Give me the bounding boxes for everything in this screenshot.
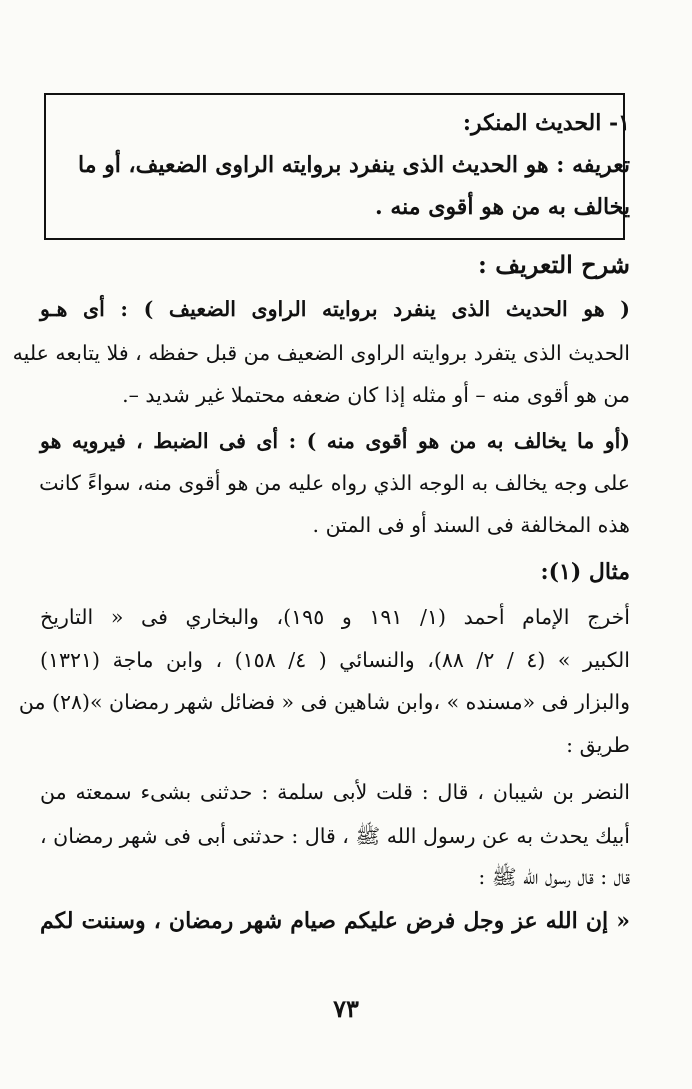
definition-line: تعريفه : هو الحديث الذى ينفرد بروايته الراوى الضعيف، أو ما (77, 152, 630, 178)
paragraph-line: هذه المخالفة فى السند أو فى المتن . (312, 513, 630, 537)
paragraph-line: الحديث الذى يتفرد بروايته الراوى الضعيف من قبل حفظه ، فلا يتابعه عليه (12, 341, 630, 365)
paragraph-line: النضر بن شيبان ، قال : قلت لأبى سلمة : حدثنى بشىء سمعته من (40, 780, 630, 804)
section-title: ١- الحديث المنكر: (462, 110, 630, 136)
paragraph-line: والبزار فى «مسنده » ،وابن شاهين فى « فضائل شهر رمضان »(٢٨) من (18, 690, 630, 714)
page-number: ٧٣ (333, 994, 359, 1023)
paragraph-line: أخرج الإمام أحمد (١/ ١٩١ و ١٩٥)، والبخاري فى « التاريخ (40, 605, 630, 629)
example-title: مثال (١): (540, 559, 630, 585)
paragraph-line: ( هو الحديث الذى ينفرد بروايته الراوى الضعيف ) : أى هـو (40, 297, 630, 321)
definition-line: يخالف به من هو أقوى منه . (375, 194, 630, 220)
paragraph-line: الكبير » (٤ / ٢/ ٨٨)، والنسائي ( ٤/ ١٥٨) ، وابن ماجة (١٣٢١) (40, 648, 630, 672)
paragraph-line: أبيك يحدث به عن رسول الله ﷺ ، قال : حدثنى أبى فى شهر رمضان ، (40, 824, 630, 848)
paragraph-line: طريق : (566, 733, 630, 757)
paragraph-line: من هو أقوى منه – أو مثله إذا كان ضعفه محتملا غير شديد –. (122, 383, 630, 407)
paragraph-line: قال : قال رسول الله ﷺ : (478, 865, 630, 889)
hadith-quote-line: « إن الله عز وجل فرض عليكم صيام شهر رمضان ، وسننت لكم (40, 908, 630, 934)
paragraph-line: (أو ما يخالف به من هو أقوى منه ) : أى فى الضبط ، فيرويه هو (40, 429, 630, 453)
explanation-heading: شرح التعريف : (478, 250, 630, 279)
paragraph-line: على وجه يخالف به الوجه الذي رواه عليه من هو أقوى منه، سواءً كانت (39, 471, 630, 495)
